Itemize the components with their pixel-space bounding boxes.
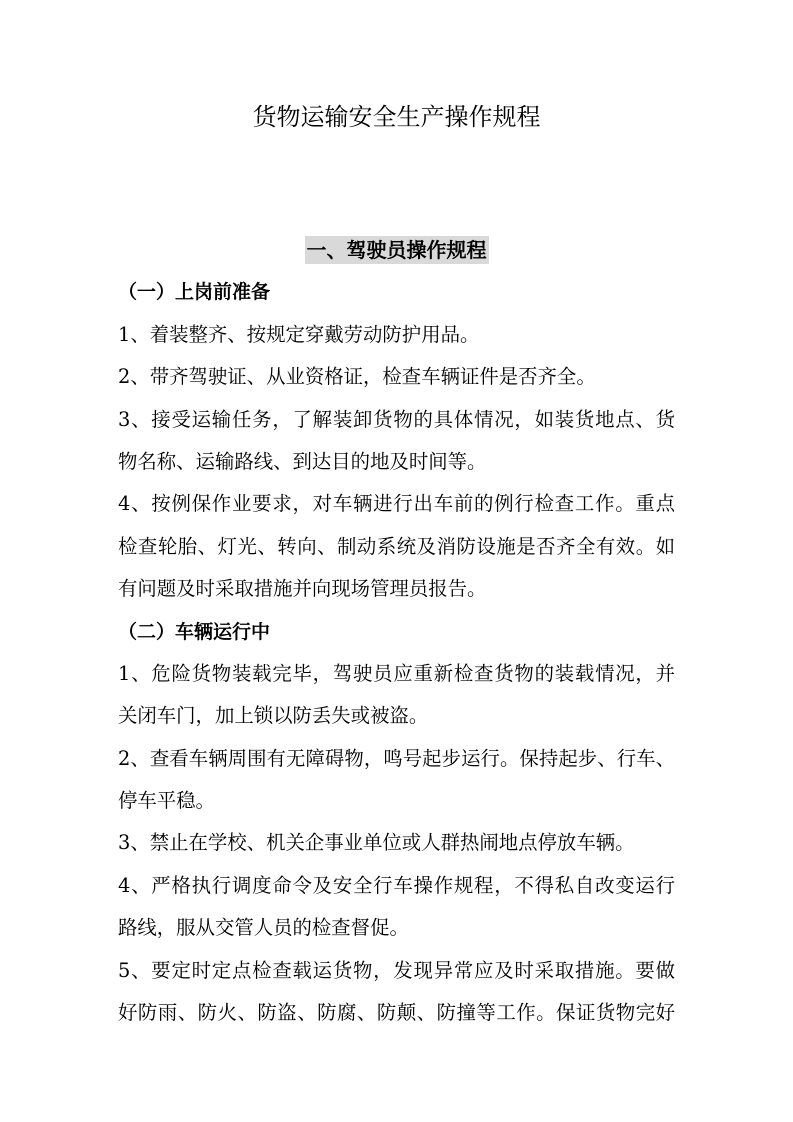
text-line: 5、要定时定点检查载运货物，发现异常应及时采取措施。要做 (118, 958, 675, 982)
text-line: 路线，服从交管人员的检查督促。 (118, 916, 409, 940)
text-line: 1、危险货物装载完毕，驾驶员应重新检查货物的装载情况，并 (118, 661, 675, 685)
document-body (118, 229, 675, 1034)
text-line: 关闭车门，加上锁以防丢失或被盗。 (118, 704, 429, 728)
section-heading-text: 一、驾驶员操作规程 (306, 238, 487, 262)
text-line: 3、接受运输任务，了解装卸货物的具体情况，如装货地点、货 (118, 407, 675, 431)
subsection-prework-content (118, 314, 675, 611)
subsection-heading-in-transit: （二）车辆运行中 (118, 620, 271, 643)
text-line: 好防雨、防火、防盗、防腐、防颠、防撞等工作。保证货物完好 (118, 1001, 675, 1025)
text-line: 4、按例保作业要求，对车辆进行出车前的例行检查工作。重点 (118, 492, 675, 516)
text-line: 1、着装整齐、按规定穿戴劳动防护用品。 (118, 322, 480, 346)
text-line: 停车平稳。 (118, 789, 215, 813)
text-line: 3、禁止在学校、机关企事业单位或人群热闹地点停放车辆。 (118, 831, 635, 855)
text-line: 4、严格执行调度命令及安全行车操作规程，不得私自改变运行 (118, 873, 675, 897)
subsection-heading-prework: （一）上岗前准备 (118, 281, 271, 304)
text-line: 2、查看车辆周围有无障碍物，鸣号起步运行。保持起步、行车、 (118, 746, 675, 770)
text-line: 有问题及时采取措施并向现场管理员报告。 (118, 577, 487, 601)
section-heading (118, 229, 675, 271)
subsection-in-transit-content (118, 653, 675, 1035)
text-line: 2、带齐驾驶证、从业资格证，检查车辆证件是否齐全。 (118, 365, 596, 389)
text-line: 检查轮胎、灯光、转向、制动系统及消防设施是否齐全有效。如 (118, 534, 675, 558)
text-line: 物名称、运输路线、到达目的地及时间等。 (118, 449, 487, 473)
document-title: 货物运输安全生产操作规程 (252, 103, 541, 131)
